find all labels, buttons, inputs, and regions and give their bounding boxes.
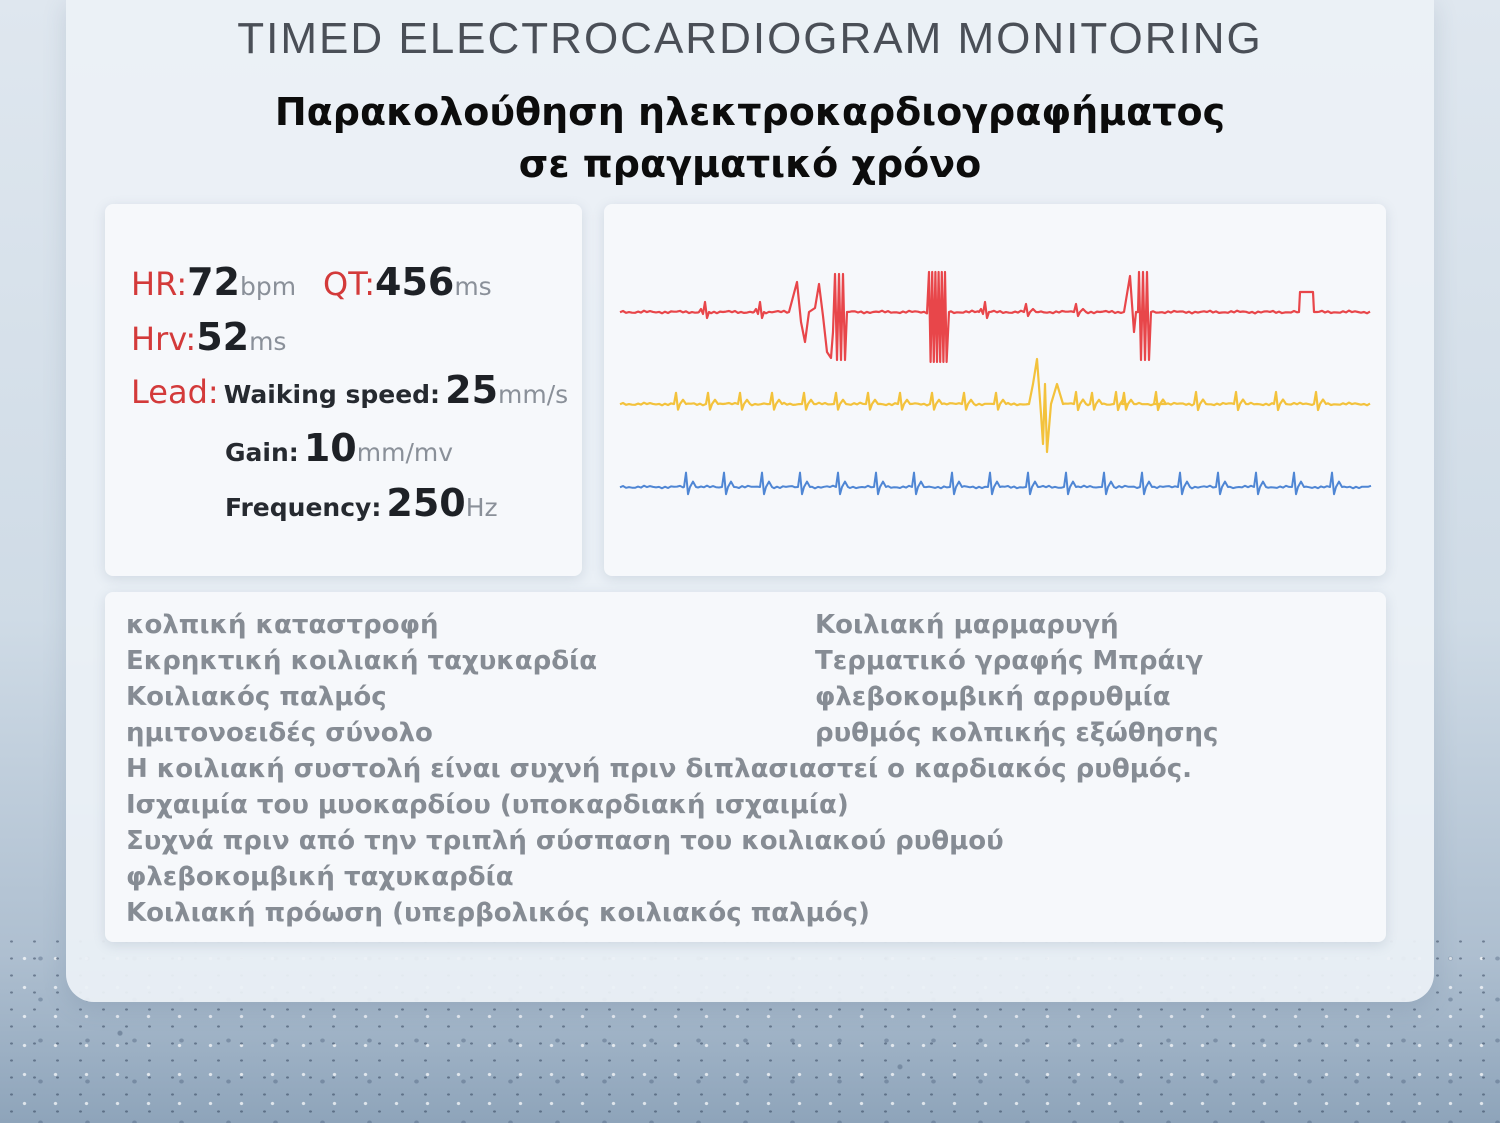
speed-label: Waiking speed: xyxy=(223,380,441,409)
condition-item: κολπική καταστροφή xyxy=(126,610,439,640)
condition-item: Κοιλιακός παλμός xyxy=(126,682,387,712)
frequency-value: 250 xyxy=(386,481,466,525)
hrv-unit: ms xyxy=(249,327,287,356)
condition-item: Κοιλιακή μαρμαρυγή xyxy=(815,610,1119,640)
condition-item: Εκρηκτική κοιλιακή ταχυκαρδία xyxy=(126,646,598,676)
hrv-value: 52 xyxy=(196,315,250,359)
ecg-trace-red xyxy=(620,272,1370,362)
hr-stat xyxy=(131,260,296,304)
lead-label: Lead: xyxy=(131,373,219,411)
speed-unit: mm/s xyxy=(498,380,569,409)
qt-label: QT: xyxy=(323,265,375,303)
gain-label: Gain: xyxy=(225,438,299,467)
conditions-right-column xyxy=(815,607,1218,751)
frequency-unit: Hz xyxy=(465,493,498,522)
page-title-english: TIMED ELECTROCARDIOGRAM MONITORING xyxy=(237,14,1263,63)
frequency-label: Frequency: xyxy=(225,493,382,522)
ecg-trace-blue xyxy=(620,473,1371,495)
ecg-waveform-display xyxy=(604,204,1386,576)
speed-value: 25 xyxy=(445,368,499,412)
conditions-left-column xyxy=(126,607,597,751)
condition-item: Η κοιλιακή συστολή είναι συχνή πριν διπλασιαστεί ο καρδιακός ρυθμός. xyxy=(126,754,1192,784)
lead-stat xyxy=(131,368,568,412)
qt-value: 456 xyxy=(375,260,455,304)
gain-unit: mm/mv xyxy=(356,438,454,467)
condition-item: φλεβοκομβική ταχυκαρδία xyxy=(126,862,514,892)
gain-stat xyxy=(225,426,453,470)
condition-item: Συχνά πριν από την τριπλή σύσπαση του κοιλιακού ρυθμού xyxy=(126,826,1004,856)
title-greek-line-2: σε πραγματικό χρόνο xyxy=(518,142,982,186)
condition-item: Ισχαιμία του μυοκαρδίου (υποκαρδιακή ισχαιμία) xyxy=(126,790,849,820)
ecg-waveform-card xyxy=(604,204,1386,576)
page-title-greek xyxy=(0,86,1500,190)
condition-item: φλεβοκομβική αρρυθμία xyxy=(815,682,1171,712)
hr-label: HR: xyxy=(131,265,188,303)
qt-stat xyxy=(323,260,492,304)
title-greek-line-1: Παρακολούθηση ηλεκτροκαρδιογραφήματος xyxy=(274,90,1226,134)
condition-item: ρυθμός κολπικής εξώθησης xyxy=(815,718,1219,748)
frequency-stat xyxy=(225,481,498,525)
gain-value: 10 xyxy=(303,426,357,470)
hrv-stat xyxy=(131,315,286,359)
hr-value: 72 xyxy=(187,260,240,304)
hrv-label: Hrv: xyxy=(131,320,197,358)
qt-unit: ms xyxy=(454,272,492,301)
condition-item: Κοιλιακή πρόωση (υπερβολικός κοιλιακός παλμός) xyxy=(126,898,870,928)
hr-unit: bpm xyxy=(239,272,297,301)
ecg-trace-yellow xyxy=(620,359,1370,452)
condition-item: ημιτονοειδές σύνολο xyxy=(126,718,433,748)
condition-item: Τερματικό γραφής Μπράιγ xyxy=(815,646,1204,676)
conditions-full-width-list xyxy=(126,751,1192,931)
